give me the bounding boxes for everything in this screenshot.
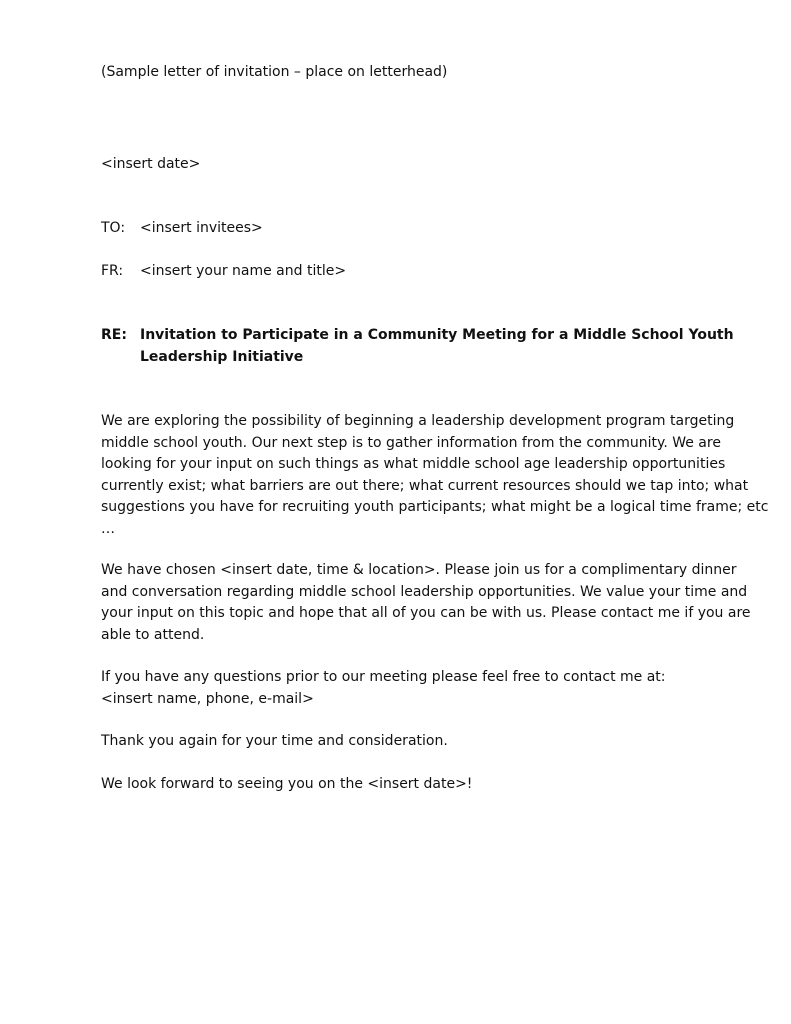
paragraph-line: looking for your input on such things as what middle school age leadership opportunities [101,456,726,472]
paragraph-line: … [101,520,115,537]
to-value: <insert invitees> [140,220,263,236]
paragraph-thanks: Thank you again for your time and consideration. [101,733,448,749]
subject-text-line: Invitation to Participate in a Community Meeting for a Middle School Youth [140,327,734,343]
from-value: <insert your name and title> [140,263,347,279]
paragraph-closing: We look forward to seeing you on the <insert date>! [101,776,473,792]
subject-text [140,325,734,368]
letterhead-note: (Sample letter of invitation – place on letterhead) [101,64,448,80]
paragraph-line: We have chosen <insert date, time & location>. Please join us for a complimentary dinner [101,562,737,578]
subject-label: RE: [101,327,127,343]
paragraph-line: We are exploring the possibility of beginning a leadership development program targeting [101,413,735,429]
paragraph-line: your input on this topic and hope that all of you can be with us. Please contact me if you are [101,605,751,621]
subject-text-line: Leadership Initiative [140,348,304,365]
letter-date: <insert date> [101,156,201,172]
from-label: FR: [101,263,124,279]
paragraph-intro [101,411,769,540]
to-label: TO: [101,220,126,236]
paragraph-line: able to attend. [101,626,205,643]
paragraph-contact [101,667,701,710]
to-line [101,218,263,240]
paragraph-line: currently exist; what barriers are out there; what current resources should we tap into; what [101,477,749,494]
paragraph-line: suggestions you have for recruiting youth participants; what might be a logical time frame; etc [101,499,769,515]
paragraph-line: <insert name, phone, e-mail> [101,690,314,707]
paragraph-line: middle school youth. Our next step is to gather information from the community. We are [101,434,721,451]
paragraph-meeting-details [101,560,751,646]
paragraph-line: and conversation regarding middle school leadership opportunities. We value your time and [101,583,748,600]
from-line [101,261,346,283]
paragraph-line: If you have any questions prior to our meeting please feel free to contact me at: [101,669,666,685]
